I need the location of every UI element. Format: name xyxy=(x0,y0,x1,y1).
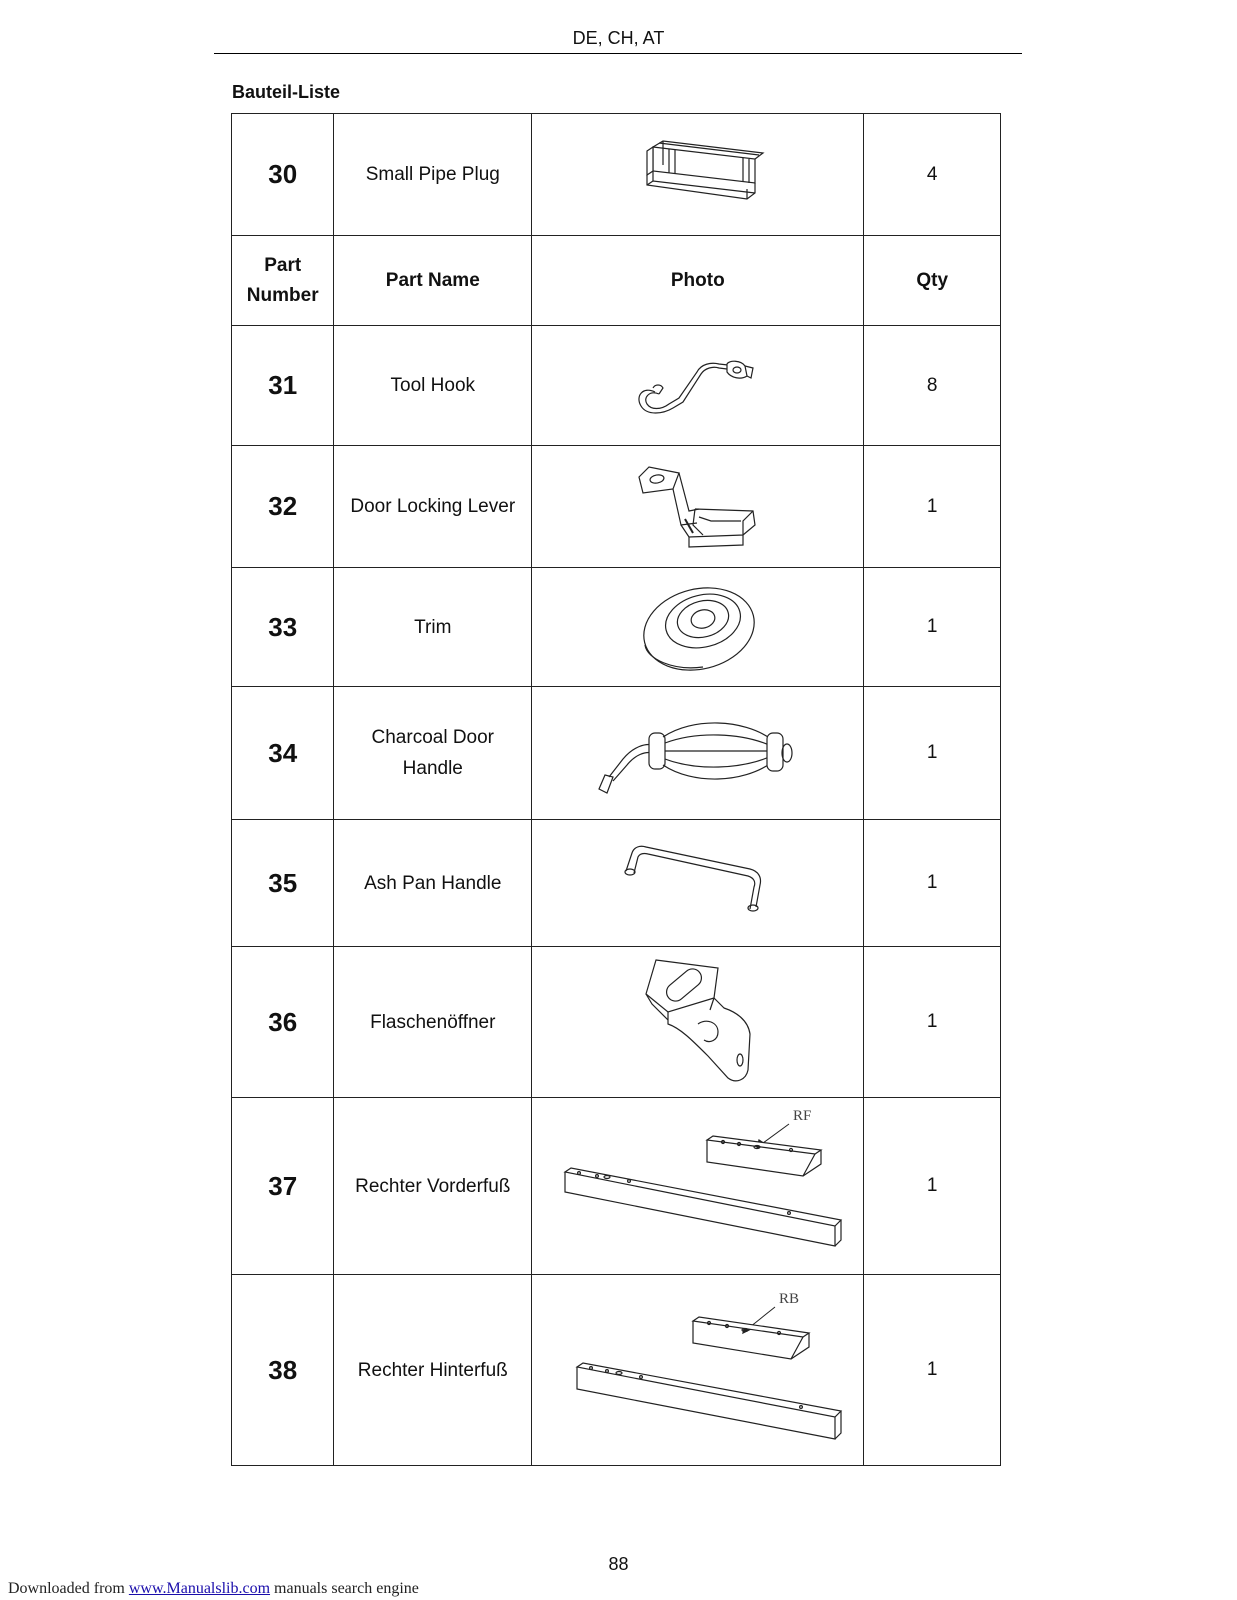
table-row xyxy=(232,820,1001,947)
part-name: Rechter Vorderfuß xyxy=(334,1098,532,1275)
part-number: 34 xyxy=(232,687,334,820)
part-photo xyxy=(532,446,864,568)
part-name: Charcoal Door Handle xyxy=(334,687,532,820)
part-name: Trim xyxy=(334,568,532,687)
part-qty: 1 xyxy=(864,947,1001,1098)
table-row xyxy=(232,947,1001,1098)
trim-icon xyxy=(633,579,763,675)
table-row xyxy=(232,568,1001,687)
part-qty: 1 xyxy=(864,568,1001,687)
page-header: DE, CH, AT xyxy=(572,28,665,48)
header-photo: Photo xyxy=(532,236,864,326)
header-qty: Qty xyxy=(864,236,1001,326)
table-row xyxy=(232,114,1001,236)
part-number: 38 xyxy=(232,1275,334,1466)
part-number: 30 xyxy=(232,114,334,236)
part-photo xyxy=(532,947,864,1098)
part-qty: 8 xyxy=(864,326,1001,446)
page-number: 88 xyxy=(608,1554,629,1574)
pipe-plug-icon xyxy=(623,133,773,217)
part-name: Door Locking Lever xyxy=(334,446,532,568)
part-qty: 1 xyxy=(864,820,1001,947)
rear-leg-icon xyxy=(553,1285,843,1455)
part-qty: 1 xyxy=(864,446,1001,568)
part-number: 36 xyxy=(232,947,334,1098)
part-photo xyxy=(532,820,864,947)
header-part-name: Part Name xyxy=(334,236,532,326)
header-divider xyxy=(214,53,1022,54)
footer xyxy=(8,1580,419,1598)
part-qty: 1 xyxy=(864,1275,1001,1466)
tool-hook-icon xyxy=(623,346,773,426)
footer-prefix: Downloaded from xyxy=(8,1580,129,1597)
part-photo xyxy=(532,687,864,820)
section-title: Bauteil-Liste xyxy=(232,82,341,102)
manualslib-link[interactable]: www.Manualslib.com xyxy=(128,1580,271,1597)
callout-label: RF xyxy=(792,1108,812,1124)
ash-pan-handle-icon xyxy=(618,841,778,925)
part-qty: 1 xyxy=(864,1098,1001,1275)
bottle-opener-icon xyxy=(628,954,768,1090)
part-number: 35 xyxy=(232,820,334,947)
table-row xyxy=(232,326,1001,446)
front-leg-icon xyxy=(553,1106,843,1266)
part-number: 31 xyxy=(232,326,334,446)
table-row xyxy=(232,446,1001,568)
door-handle-icon xyxy=(593,703,803,803)
table-row xyxy=(232,1275,1001,1466)
part-name: Flaschenöffner xyxy=(334,947,532,1098)
table-header-row xyxy=(232,236,1001,326)
part-name: Rechter Hinterfuß xyxy=(334,1275,532,1466)
table-row xyxy=(232,687,1001,820)
part-qty: 4 xyxy=(864,114,1001,236)
part-photo xyxy=(532,1098,864,1275)
part-photo xyxy=(532,568,864,687)
part-number: 33 xyxy=(232,568,334,687)
callout-label: RB xyxy=(778,1291,799,1307)
locking-lever-icon xyxy=(623,459,773,555)
part-name: Small Pipe Plug xyxy=(334,114,532,236)
part-name: Tool Hook xyxy=(334,326,532,446)
header-part-number: Part Number xyxy=(232,236,334,326)
part-photo xyxy=(532,114,864,236)
table-row xyxy=(232,1098,1001,1275)
footer-suffix: manuals search engine xyxy=(270,1580,419,1597)
part-number: 37 xyxy=(232,1098,334,1275)
part-number: 32 xyxy=(232,446,334,568)
part-qty: 1 xyxy=(864,687,1001,820)
part-photo xyxy=(532,326,864,446)
part-name: Ash Pan Handle xyxy=(334,820,532,947)
parts-table xyxy=(231,113,1001,1466)
part-photo xyxy=(532,1275,864,1466)
